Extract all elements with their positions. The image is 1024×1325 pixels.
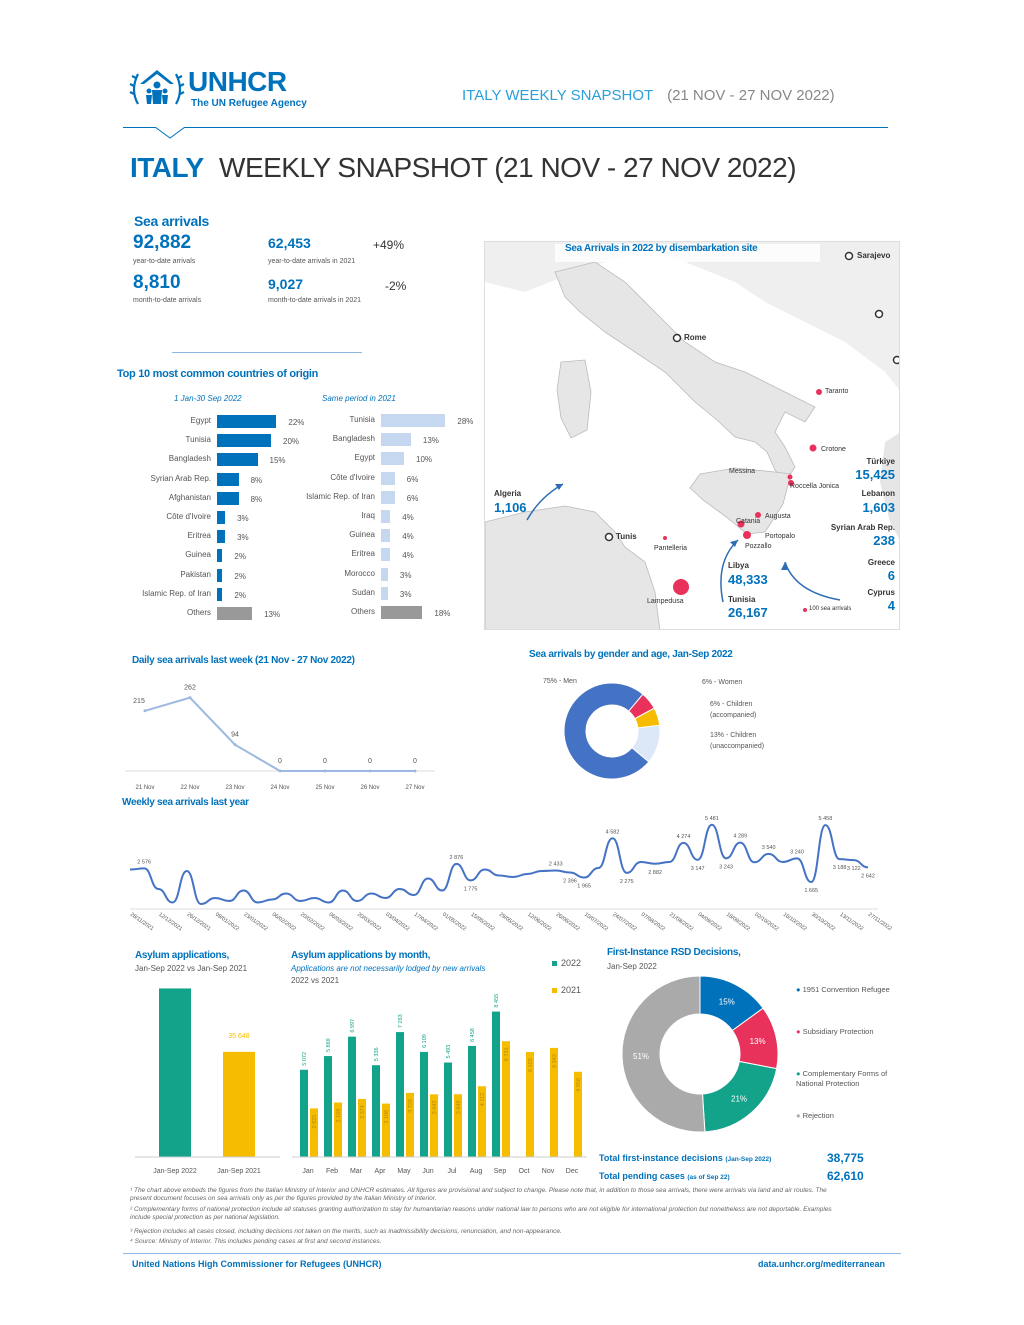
bar-category-label: Sudan (351, 587, 375, 597)
page-title (130, 152, 796, 184)
rsd-total-decisions-value: 38,775 (827, 1151, 864, 1165)
gender-donut-chart (560, 676, 680, 786)
logo-subtitle: The UN Refugee Agency (191, 98, 307, 109)
month-value-label: 2 825 (312, 1114, 318, 1129)
asylum-apps-chart (135, 985, 285, 1180)
bar-value-label: 22% (288, 418, 305, 427)
map-canvas (485, 242, 900, 630)
rsd-legend-label: Subsidiary Protection (802, 1027, 874, 1036)
bar-category-label: Tunisia (185, 435, 211, 445)
month-category-label: Nov (541, 1168, 555, 1175)
month-value-label: 6 103 (528, 1058, 534, 1073)
bar-value-label: 4% (402, 513, 414, 522)
legend-2022 (552, 958, 581, 968)
map-origin-cyprus-name: Cyprus (867, 588, 895, 597)
daily-x-label: 25 Nov (315, 785, 335, 791)
daily-point (189, 696, 192, 699)
bar (217, 453, 258, 466)
map-city-taranto: Taranto (825, 388, 849, 395)
weekly-point-label: 2 882 (648, 869, 662, 876)
donut-slice-label: 51% (633, 1051, 650, 1061)
rsd-legend-item-subsidiary (796, 1027, 874, 1037)
map-title: Sea Arrivals in 2022 by disembarkation site (565, 243, 758, 254)
weekly-point-label: 3 147 (690, 865, 705, 872)
bar (381, 529, 390, 542)
weekly-tick-label: 09/01/2022 (214, 911, 241, 933)
weekly-line (130, 825, 868, 904)
bar-category-label: Tunisia (349, 415, 375, 424)
asylum-category-label: Jan-Sep 2022 (153, 1168, 197, 1175)
bar-category-label: Islamic Rep. of Iran (142, 588, 211, 598)
map-origin-algeria-value: 1,106 (494, 500, 527, 515)
month-value-label: 8 455 (494, 993, 500, 1008)
bar (381, 414, 445, 427)
daily-value-label: 0 (368, 758, 372, 765)
bar-value-label: 3% (237, 514, 249, 523)
weekly-point-label: 2 576 (137, 859, 152, 866)
map-origin-greece-value: 6 (887, 568, 895, 583)
rsd-total-decisions (599, 1153, 771, 1163)
bar (381, 452, 404, 465)
weekly-point-label: 2 275 (619, 878, 634, 885)
rsd-total-decisions-note: (Jan-Sep 2022) (725, 1156, 772, 1163)
weekly-point-label: 4 274 (676, 833, 691, 840)
ytd-arrivals-label: year-to-date arrivals (133, 258, 196, 265)
weekly-point-label: 1 965 (577, 883, 592, 890)
bar-value-label: 3% (399, 589, 412, 599)
daily-point (279, 770, 282, 773)
map-origin-lebanon-value: 1,603 (862, 500, 895, 515)
map-origin-syria-name: Syrian Arab Rep. (830, 523, 895, 532)
asylum-value-label: 35 648 (228, 1032, 250, 1040)
month-category-label: Feb (325, 1168, 339, 1175)
daily-point (144, 709, 147, 712)
mtd-change: -2% (385, 279, 407, 293)
weekly-title: Weekly sea arrivals last year (122, 797, 249, 808)
weekly-point-label: 2 642 (861, 873, 875, 880)
ytd-2021-label: year-to-date arrivals in 2021 (268, 258, 356, 265)
footnote-1: ¹ The chart above embeds the figures from the Italian Ministry of Interior and UNHCR estimates. All figures are provisional and subject to change. Please note that, in addition to those sea arrivals, there were arrivals via land and air routes. The present document focuses on sea arrivals only as per the figures provided by the Italian Ministry of Interior. (130, 1187, 827, 1202)
month-value-label: 5 493 (446, 1044, 452, 1059)
weekly-point-label: 3 243 (719, 864, 733, 871)
rsd-total-pending-note: (as of Sep 22) (687, 1174, 730, 1181)
top10-title: Top 10 most common countries of origin (117, 368, 319, 380)
bar-value-label: 15% (269, 456, 286, 466)
month-category-label: Oct (518, 1168, 530, 1175)
donut-slice-label: 13% (749, 1037, 766, 1047)
month-value-label: 4 112 (480, 1092, 486, 1107)
rsd-donut-chart (618, 972, 783, 1137)
bar (381, 587, 388, 600)
mtd-2021-label: month-to-date arrivals in 2021 (268, 297, 361, 304)
map-origin-turkiye-value: 15,425 (855, 467, 895, 482)
asylum-month-chart (292, 990, 592, 1180)
weekly-chart (118, 812, 898, 947)
weekly-point-label: 1 775 (463, 886, 478, 893)
bar (381, 510, 390, 523)
map-legend: 100 sea arrivals (809, 606, 852, 612)
map-origin-algeria-name: Algeria (494, 489, 522, 498)
map-origin-libya-name: Libya (728, 561, 749, 570)
bar-value-label: 2% (234, 571, 246, 581)
bar (381, 433, 411, 446)
bar-value-label: 18% (434, 609, 451, 618)
logo-wordmark: UNHCR (188, 66, 287, 97)
top-right-header (462, 87, 835, 104)
map-city-pantelleria: Pantelleria (654, 545, 688, 552)
month-bar (324, 1056, 332, 1157)
weekly-point-label: 3 122 (846, 866, 861, 873)
month-value-label: 3 168 (336, 1108, 342, 1123)
unhcr-logo[interactable] (128, 64, 338, 114)
month-category-label: Jul (447, 1168, 457, 1175)
unhcr-emblem-icon (128, 64, 186, 114)
bar-category-label: Pakistan (180, 569, 211, 579)
bar (217, 434, 271, 447)
weekly-tick-label: 10/07/2022 (583, 911, 610, 933)
header-rule-notch (155, 127, 185, 139)
donut-slice-label: 15% (718, 997, 735, 1007)
map-city-pozzallo: Pozzallo (745, 543, 772, 550)
bar (381, 491, 395, 504)
month-bar (396, 1032, 404, 1157)
rsd-total-decisions-label: Total first-instance decisions (599, 1153, 723, 1163)
legend-2021-label: 2021 (561, 985, 582, 995)
footnote-4: ⁴ Source: Ministry of Interior. This includes pending cases at first and second instances. (130, 1238, 382, 1245)
weekly-tick-label: 27/11/2022 (866, 911, 893, 933)
asylum-month-title: Asylum applications by month, (291, 950, 431, 961)
weekly-point-label: 3 188 (832, 865, 847, 872)
bar-category-label: Iraq (361, 511, 375, 520)
weekly-point-label: 3 240 (790, 849, 804, 856)
map-origin-greece-name: Greece (867, 558, 895, 567)
bar (381, 548, 390, 561)
month-category-label: Dec (565, 1168, 579, 1175)
month-value-label: 5 336 (374, 1047, 380, 1062)
month-category-label: Sep (493, 1168, 507, 1175)
weekly-tick-label: 06/02/2022 (270, 911, 297, 933)
weekly-point-label: 2 396 (563, 878, 577, 885)
bar-category-label: Côte d'Ivoire (166, 512, 211, 521)
asylum-month-subtitle2: 2022 vs 2021 (291, 976, 340, 985)
rsd-legend-item-rejection (796, 1111, 834, 1121)
month-value-label: 7 263 (398, 1014, 404, 1029)
bar-category-label: Islamic Rep. of Iran (306, 491, 375, 501)
gender-label-women: 6% - Women (702, 679, 743, 686)
month-value-label: 6 109 (422, 1034, 428, 1048)
daily-value-label: 94 (231, 731, 239, 739)
map-city-sarajevo: Sarajevo (857, 251, 891, 260)
bar (217, 492, 239, 505)
map-city-rome: Rome (684, 333, 707, 342)
daily-x-label: 26 Nov (360, 785, 380, 791)
weekly-point-label: 2 433 (548, 861, 563, 868)
rsd-legend-item-convention (796, 985, 890, 995)
bar (381, 606, 422, 619)
map-city-tunis: Tunis (616, 532, 637, 541)
asylum-month-subtitle: Applications are not necessarily lodged by new arrivals (291, 964, 486, 973)
asylum-apps-title: Asylum applications, (135, 950, 230, 961)
footer-link[interactable]: data.unhcr.org/mediterranean (758, 1259, 886, 1269)
rsd-legend-label: 1951 Convention Refugee (802, 985, 890, 994)
bar-category-label: Eritrea (351, 549, 375, 559)
daily-point (234, 743, 237, 746)
month-bar (372, 1065, 380, 1157)
bar (217, 415, 276, 428)
bar-value-label: 8% (250, 475, 263, 485)
daily-point (369, 770, 372, 773)
month-category-label: Jun (422, 1168, 434, 1175)
mtd-2021-value: 9,027 (268, 276, 304, 292)
daily-value-label: 0 (323, 758, 327, 765)
bar-category-label: Guinea (349, 530, 375, 540)
page-title-country: ITALY (130, 152, 204, 183)
map-city-catania: Catania (736, 518, 761, 525)
rsd-legend-dot: ● (796, 1069, 803, 1078)
bar-value-label: 2% (234, 590, 246, 600)
daily-title: Daily sea arrivals last week (21 Nov - 27 Nov 2022) (132, 655, 355, 666)
weekly-tick-label: 21/08/2022 (668, 911, 695, 933)
map-origin-turkiye-name: Türkiye (866, 457, 895, 466)
bar (217, 607, 252, 620)
map-origin-lebanon-name: Lebanon (861, 489, 895, 498)
weekly-tick-label: 23/01/2022 (242, 911, 269, 933)
weekly-tick-label: 26/06/2022 (554, 911, 581, 933)
weekly-tick-label: 18/09/2022 (724, 911, 751, 933)
footnote-3: ³ Rejection includes all cases closed, including decisions not taken on the merits, such as inadmissibility decisions, renunciation, and non-appearance. (130, 1228, 562, 1235)
daily-value-label: 262 (184, 684, 196, 692)
rsd-legend-item-complementary (796, 1069, 891, 1089)
month-value-label: 4 956 (576, 1077, 582, 1092)
weekly-tick-label: 03/04/2022 (384, 911, 411, 933)
month-value-label: 6 731 (504, 1047, 510, 1062)
weekly-tick-label: 24/07/2022 (611, 911, 638, 933)
weekly-point-label: 2 876 (449, 854, 464, 861)
gender-title: Sea arrivals by gender and age, Jan-Sep 2022 (529, 649, 733, 660)
weekly-point-label: 5 481 (705, 815, 719, 822)
weekly-point-label: 4 582 (605, 829, 620, 836)
gender-label-unacc: 13% - Children (unaccompanied) (710, 732, 765, 750)
bar-category-label: Guinea (185, 550, 211, 560)
map-origin-tunisia-value: 26,167 (728, 605, 768, 620)
donut-slice (564, 683, 649, 779)
weekly-tick-label: 13/11/2022 (838, 911, 865, 933)
page-title-rest: WEEKLY SNAPSHOT (21 NOV - 27 NOV 2022) (219, 152, 797, 183)
asylum-bar (159, 988, 191, 1157)
month-bar (348, 1037, 356, 1157)
daily-x-label: 24 Nov (270, 785, 290, 791)
month-category-label: Mar (349, 1168, 363, 1175)
daily-x-label: 21 Nov (135, 785, 155, 791)
ytd-arrivals-value: 92,882 (133, 232, 192, 253)
map-origin-cyprus-value: 4 (887, 598, 895, 613)
map-city-portopalo: Portopalo (765, 533, 795, 540)
footer-rule (123, 1253, 901, 1254)
daily-value-label: 215 (133, 697, 145, 705)
daily-x-label: 27 Nov (405, 785, 425, 791)
bar (217, 473, 239, 486)
month-value-label: 3 648 (456, 1100, 462, 1115)
bar-category-label: Others (350, 607, 375, 616)
rsd-title: First-Instance RSD Decisions, (607, 947, 741, 958)
daily-value-label: 0 (413, 758, 417, 765)
weekly-tick-label: 20/03/2022 (355, 911, 382, 933)
weekly-tick-label: 28/11/2021 (128, 911, 155, 933)
rsd-total-pending-label: Total pending cases (599, 1171, 685, 1181)
month-bar (444, 1063, 452, 1157)
bar-category-label: Egypt (190, 416, 211, 425)
asylum-apps-subtitle: Jan-Sep 2022 vs Jan-Sep 2021 (135, 964, 248, 973)
bar-category-label: Others (186, 608, 211, 617)
weekly-tick-label: 15/05/2022 (469, 911, 496, 933)
bar-value-label: 3% (237, 533, 249, 543)
weekly-point-label: 1 665 (804, 888, 819, 895)
top10-right-subtitle: Same period in 2021 (322, 394, 396, 403)
bar-category-label: Bangladesh (168, 454, 211, 464)
month-category-label: Jan (302, 1168, 314, 1175)
weekly-tick-label: 07/08/2022 (639, 911, 666, 933)
asylum-bar (223, 1052, 255, 1157)
weekly-tick-label: 12/12/2021 (157, 911, 184, 933)
month-bar (300, 1070, 308, 1157)
bar-value-label: 28% (457, 417, 474, 426)
month-value-label: 5 072 (302, 1051, 308, 1066)
rsd-subtitle: Jan-Sep 2022 (607, 962, 657, 971)
footer-left: United Nations High Commissioner for Refugees (UNHCR) (132, 1259, 382, 1269)
kpi-divider (172, 352, 362, 353)
map-origin-libya-value: 48,333 (728, 572, 768, 587)
weekly-tick-label: 29/05/2022 (497, 911, 524, 933)
top10-left-subtitle: 1 Jan-30 Sep 2022 (174, 394, 242, 403)
bar-value-label: 4% (402, 532, 414, 542)
ytd-change: +49% (373, 238, 405, 252)
rsd-total-pending (599, 1171, 730, 1181)
weekly-tick-label: 06/03/2022 (327, 911, 354, 933)
weekly-tick-label: 16/10/2022 (781, 911, 808, 933)
top-right-dates: (21 NOV - 27 NOV 2022) (667, 87, 835, 104)
weekly-point-label: 3 540 (761, 844, 776, 851)
weekly-tick-label: 12/06/2022 (526, 911, 553, 933)
daily-x-label: 23 Nov (225, 785, 245, 791)
bar (217, 569, 222, 582)
donut-slice-label: 21% (731, 1094, 748, 1104)
weekly-tick-label: 20/02/2022 (299, 911, 326, 933)
bar (381, 472, 395, 485)
bar-category-label: Syrian Arab Rep. (150, 473, 211, 483)
map-city-crotone: Crotone (821, 446, 846, 453)
bar-value-label: 10% (416, 455, 433, 465)
legend-2022-swatch (552, 961, 557, 966)
rsd-legend-label: Rejection (802, 1111, 834, 1120)
bar-value-label: 6% (406, 493, 419, 503)
daily-value-label: 0 (278, 758, 282, 765)
map-city-messina: Messina (729, 468, 756, 475)
month-category-label: Aug (469, 1168, 483, 1175)
bar-value-label: 20% (283, 437, 300, 447)
bar-value-label: 3% (399, 570, 412, 580)
rsd-legend-dot: ● (796, 985, 803, 994)
bar-category-label: Eritrea (187, 531, 211, 541)
rsd-legend-dot: ● (796, 1027, 803, 1036)
weekly-tick-label: 04/09/2022 (696, 911, 723, 933)
bar (381, 568, 388, 581)
map-origin-syria-value: 238 (873, 533, 895, 548)
rsd-legend-label: Complementary Forms of National Protection (796, 1069, 888, 1088)
bar-category-label: Afghanistan (168, 492, 211, 502)
map-city-augusta: Augusta (765, 513, 791, 520)
map-city-lampedusa: Lampedusa (647, 598, 684, 605)
footnote-2: ² Complementary forms of national protection include all statuses granting authorization to stay for humanitarian reasons under national law to persons who are not eligible for international protection but nonetheless are not deportable. Examples include special protection as per national legislation. (130, 1206, 832, 1221)
daily-x-label: 22 Nov (180, 785, 200, 791)
daily-chart (120, 675, 440, 795)
mtd-arrivals-label: month-to-date arrivals (133, 297, 202, 304)
bar-value-label: 4% (402, 551, 414, 561)
month-value-label: 3 643 (432, 1100, 438, 1115)
mtd-arrivals-value: 8,810 (133, 272, 181, 293)
weekly-tick-label: 02/10/2022 (753, 911, 780, 933)
weekly-tick-label: 30/10/2022 (810, 911, 837, 933)
sea-arrivals-title: Sea arrivals (134, 213, 210, 229)
rsd-total-pending-value: 62,610 (827, 1169, 864, 1183)
bar-value-label: 2% (234, 552, 246, 562)
weekly-tick-label: 01/05/2022 (441, 911, 468, 933)
month-value-label: 5 869 (326, 1038, 332, 1053)
top-right-title: ITALY WEEKLY SNAPSHOT (462, 87, 653, 104)
bar-value-label: 13% (264, 610, 281, 619)
month-value-label: 6 458 (470, 1028, 476, 1042)
rsd-legend-dot: ● (796, 1111, 803, 1120)
daily-point (324, 770, 327, 773)
weekly-tick-label: 26/12/2021 (185, 911, 212, 933)
daily-point (414, 770, 417, 773)
legend-2022-label: 2022 (561, 958, 582, 968)
bar-category-label: Morocco (344, 568, 375, 578)
arrivals-map[interactable] (484, 241, 900, 630)
month-bar (492, 1012, 500, 1157)
month-value-label: 6 997 (350, 1018, 356, 1033)
bar (217, 549, 222, 562)
bar-value-label: 8% (250, 494, 263, 504)
month-value-label: 3 374 (360, 1105, 366, 1119)
bar-value-label: 13% (422, 436, 439, 446)
map-city-roccella: Roccella Jonica (790, 483, 840, 490)
bar-category-label: Egypt (354, 453, 375, 463)
bar-value-label: 6% (406, 474, 419, 484)
weekly-point-label: 5 458 (818, 816, 833, 823)
month-bar (468, 1046, 476, 1157)
month-bar (420, 1052, 428, 1157)
bar (217, 530, 225, 543)
weekly-tick-label: 17/04/2022 (412, 911, 439, 933)
weekly-point-label: 4 289 (733, 833, 748, 840)
month-value-label: 6 343 (552, 1054, 558, 1068)
bar-category-label: Côte d'Ivoire (330, 472, 375, 482)
gender-label-men: 75% - Men (543, 678, 577, 685)
map-origin-tunisia-name: Tunisia (728, 595, 756, 604)
month-value-label: 3 106 (384, 1109, 390, 1124)
bar (217, 511, 225, 524)
header-rule (123, 127, 888, 128)
month-category-label: May (397, 1168, 411, 1175)
bar-category-label: Bangladesh (332, 434, 375, 444)
bar (217, 588, 222, 601)
ytd-2021-value: 62,453 (268, 235, 311, 251)
month-value-label: 3 728 (408, 1099, 414, 1113)
gender-label-acc: 6% - Children (accompanied) (710, 701, 757, 719)
month-category-label: Apr (374, 1168, 386, 1175)
asylum-category-label: Jan-Sep 2021 (217, 1168, 261, 1175)
